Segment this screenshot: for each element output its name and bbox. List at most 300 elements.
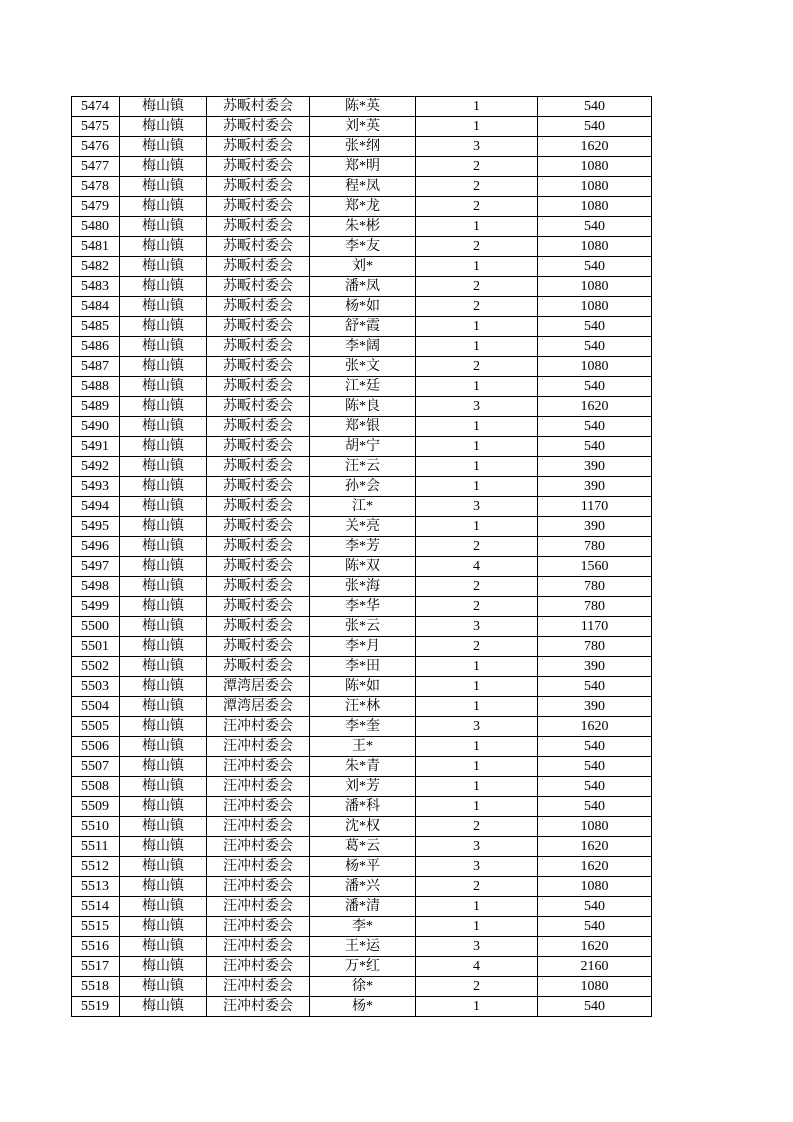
record-number-cell: 5511 [72,837,120,857]
table-row [72,177,652,197]
count-cell: 2 [416,877,538,897]
table-row [72,997,652,1017]
table-row [72,297,652,317]
record-number-cell: 5509 [72,797,120,817]
village-committee-cell: 苏畈村委会 [207,657,310,677]
name-cell: 杨* [310,997,416,1017]
record-number-cell: 5476 [72,137,120,157]
village-committee-cell: 汪冲村委会 [207,877,310,897]
count-cell: 3 [416,497,538,517]
amount-cell: 1080 [538,157,652,177]
table-row [72,217,652,237]
amount-cell: 1620 [538,837,652,857]
town-cell: 梅山镇 [120,617,207,637]
name-cell: 朱*彬 [310,217,416,237]
table-row [72,957,652,977]
count-cell: 1 [416,997,538,1017]
name-cell: 张*文 [310,357,416,377]
count-cell: 1 [416,417,538,437]
village-committee-cell: 苏畈村委会 [207,417,310,437]
amount-cell: 1620 [538,137,652,157]
record-number-cell: 5480 [72,217,120,237]
amount-cell: 540 [538,777,652,797]
amount-cell: 540 [538,117,652,137]
village-committee-cell: 汪冲村委会 [207,957,310,977]
count-cell: 3 [416,857,538,877]
amount-cell: 780 [538,637,652,657]
table-row [72,317,652,337]
town-cell: 梅山镇 [120,297,207,317]
record-number-cell: 5488 [72,377,120,397]
table-row [72,677,652,697]
town-cell: 梅山镇 [120,137,207,157]
amount-cell: 540 [538,677,652,697]
name-cell: 陈*英 [310,97,416,117]
table-row [72,517,652,537]
amount-cell: 540 [538,997,652,1017]
count-cell: 1 [416,517,538,537]
village-committee-cell: 汪冲村委会 [207,837,310,857]
table-row [72,877,652,897]
table-row [72,477,652,497]
name-cell: 李*华 [310,597,416,617]
record-number-cell: 5487 [72,357,120,377]
amount-cell: 1080 [538,817,652,837]
town-cell: 梅山镇 [120,937,207,957]
table-row [72,817,652,837]
amount-cell: 540 [538,417,652,437]
village-committee-cell: 汪冲村委会 [207,757,310,777]
record-number-cell: 5489 [72,397,120,417]
town-cell: 梅山镇 [120,97,207,117]
count-cell: 2 [416,597,538,617]
count-cell: 3 [416,717,538,737]
amount-cell: 1080 [538,277,652,297]
record-number-cell: 5484 [72,297,120,317]
count-cell: 1 [416,897,538,917]
count-cell: 2 [416,197,538,217]
record-number-cell: 5515 [72,917,120,937]
table-row [72,657,652,677]
town-cell: 梅山镇 [120,757,207,777]
record-number-cell: 5513 [72,877,120,897]
amount-cell: 1080 [538,877,652,897]
village-committee-cell: 苏畈村委会 [207,557,310,577]
count-cell: 1 [416,917,538,937]
name-cell: 江* [310,497,416,517]
town-cell: 梅山镇 [120,397,207,417]
count-cell: 1 [416,657,538,677]
count-cell: 1 [416,377,538,397]
count-cell: 2 [416,177,538,197]
count-cell: 3 [416,837,538,857]
count-cell: 2 [416,817,538,837]
village-committee-cell: 苏畈村委会 [207,197,310,217]
amount-cell: 1080 [538,977,652,997]
village-committee-cell: 汪冲村委会 [207,917,310,937]
name-cell: 郑*银 [310,417,416,437]
town-cell: 梅山镇 [120,717,207,737]
record-number-cell: 5510 [72,817,120,837]
record-number-cell: 5491 [72,437,120,457]
record-number-cell: 5504 [72,697,120,717]
table-row [72,597,652,617]
table-row [72,157,652,177]
village-committee-cell: 汪冲村委会 [207,977,310,997]
record-number-cell: 5493 [72,477,120,497]
amount-cell: 1170 [538,497,652,517]
town-cell: 梅山镇 [120,217,207,237]
count-cell: 1 [416,257,538,277]
count-cell: 1 [416,97,538,117]
record-number-cell: 5506 [72,737,120,757]
village-committee-cell: 苏畈村委会 [207,217,310,237]
amount-cell: 1620 [538,937,652,957]
name-cell: 潘*科 [310,797,416,817]
table-row [72,237,652,257]
town-cell: 梅山镇 [120,157,207,177]
town-cell: 梅山镇 [120,357,207,377]
record-number-cell: 5516 [72,937,120,957]
name-cell: 李*芳 [310,537,416,557]
table-row [72,637,652,657]
count-cell: 4 [416,557,538,577]
town-cell: 梅山镇 [120,517,207,537]
amount-cell: 1080 [538,177,652,197]
table-row [72,137,652,157]
count-cell: 2 [416,237,538,257]
table-row [72,717,652,737]
count-cell: 1 [416,757,538,777]
amount-cell: 540 [538,217,652,237]
amount-cell: 540 [538,337,652,357]
name-cell: 张*海 [310,577,416,597]
table-row [72,777,652,797]
record-number-cell: 5481 [72,237,120,257]
name-cell: 王* [310,737,416,757]
town-cell: 梅山镇 [120,977,207,997]
table-row [72,757,652,777]
table-row [72,857,652,877]
amount-cell: 1170 [538,617,652,637]
village-committee-cell: 苏畈村委会 [207,177,310,197]
village-committee-cell: 苏畈村委会 [207,357,310,377]
amount-cell: 1080 [538,197,652,217]
village-committee-cell: 汪冲村委会 [207,817,310,837]
village-committee-cell: 汪冲村委会 [207,937,310,957]
name-cell: 李*友 [310,237,416,257]
town-cell: 梅山镇 [120,737,207,757]
name-cell: 王*运 [310,937,416,957]
table-row [72,197,652,217]
record-number-cell: 5485 [72,317,120,337]
village-committee-cell: 苏畈村委会 [207,297,310,317]
table-row [72,697,652,717]
village-committee-cell: 苏畈村委会 [207,577,310,597]
count-cell: 2 [416,577,538,597]
count-cell: 1 [416,737,538,757]
town-cell: 梅山镇 [120,817,207,837]
record-number-cell: 5486 [72,337,120,357]
amount-cell: 780 [538,597,652,617]
village-committee-cell: 苏畈村委会 [207,617,310,637]
town-cell: 梅山镇 [120,557,207,577]
name-cell: 杨*如 [310,297,416,317]
count-cell: 1 [416,697,538,717]
name-cell: 潘*兴 [310,877,416,897]
town-cell: 梅山镇 [120,897,207,917]
name-cell: 刘* [310,257,416,277]
table-row [72,537,652,557]
table-row [72,397,652,417]
name-cell: 张*纲 [310,137,416,157]
town-cell: 梅山镇 [120,477,207,497]
amount-cell: 540 [538,437,652,457]
amount-cell: 390 [538,657,652,677]
table-row [72,457,652,477]
count-cell: 1 [416,797,538,817]
village-committee-cell: 苏畈村委会 [207,257,310,277]
name-cell: 李*奎 [310,717,416,737]
table-row [72,357,652,377]
record-number-cell: 5474 [72,97,120,117]
count-cell: 1 [416,117,538,137]
record-number-cell: 5492 [72,457,120,477]
village-committee-cell: 苏畈村委会 [207,117,310,137]
town-cell: 梅山镇 [120,377,207,397]
count-cell: 4 [416,957,538,977]
record-number-cell: 5518 [72,977,120,997]
table-row [72,837,652,857]
count-cell: 2 [416,637,538,657]
village-committee-cell: 苏畈村委会 [207,497,310,517]
town-cell: 梅山镇 [120,997,207,1017]
table-body [72,97,652,1017]
amount-cell: 540 [538,797,652,817]
town-cell: 梅山镇 [120,177,207,197]
town-cell: 梅山镇 [120,197,207,217]
village-committee-cell: 苏畈村委会 [207,317,310,337]
name-cell: 陈*如 [310,677,416,697]
amount-cell: 540 [538,317,652,337]
record-number-cell: 5517 [72,957,120,977]
count-cell: 1 [416,337,538,357]
village-committee-cell: 汪冲村委会 [207,997,310,1017]
name-cell: 江*廷 [310,377,416,397]
town-cell: 梅山镇 [120,637,207,657]
amount-cell: 390 [538,457,652,477]
name-cell: 刘*英 [310,117,416,137]
record-number-cell: 5477 [72,157,120,177]
count-cell: 2 [416,277,538,297]
table-row [72,737,652,757]
town-cell: 梅山镇 [120,857,207,877]
name-cell: 舒*霞 [310,317,416,337]
name-cell: 潘*清 [310,897,416,917]
town-cell: 梅山镇 [120,337,207,357]
town-cell: 梅山镇 [120,797,207,817]
name-cell: 郑*龙 [310,197,416,217]
name-cell: 陈*双 [310,557,416,577]
record-number-cell: 5497 [72,557,120,577]
town-cell: 梅山镇 [120,657,207,677]
name-cell: 李*田 [310,657,416,677]
table-row [72,437,652,457]
town-cell: 梅山镇 [120,597,207,617]
record-number-cell: 5508 [72,777,120,797]
amount-cell: 390 [538,517,652,537]
amount-cell: 1620 [538,857,652,877]
name-cell: 汪*云 [310,457,416,477]
record-number-cell: 5512 [72,857,120,877]
town-cell: 梅山镇 [120,677,207,697]
village-committee-cell: 苏畈村委会 [207,237,310,257]
village-committee-cell: 汪冲村委会 [207,857,310,877]
count-cell: 2 [416,157,538,177]
village-committee-cell: 潭湾居委会 [207,697,310,717]
record-number-cell: 5483 [72,277,120,297]
amount-cell: 2160 [538,957,652,977]
village-committee-cell: 苏畈村委会 [207,517,310,537]
amount-cell: 1080 [538,237,652,257]
town-cell: 梅山镇 [120,777,207,797]
count-cell: 3 [416,397,538,417]
table-row [72,277,652,297]
village-committee-cell: 苏畈村委会 [207,277,310,297]
record-number-cell: 5500 [72,617,120,637]
record-number-cell: 5498 [72,577,120,597]
name-cell: 汪*林 [310,697,416,717]
amount-cell: 780 [538,537,652,557]
record-number-cell: 5502 [72,657,120,677]
village-committee-cell: 汪冲村委会 [207,777,310,797]
amount-cell: 540 [538,257,652,277]
town-cell: 梅山镇 [120,457,207,477]
record-number-cell: 5490 [72,417,120,437]
record-number-cell: 5478 [72,177,120,197]
count-cell: 2 [416,357,538,377]
table-row [72,617,652,637]
count-cell: 2 [416,297,538,317]
town-cell: 梅山镇 [120,257,207,277]
table-row [72,917,652,937]
town-cell: 梅山镇 [120,117,207,137]
record-number-cell: 5499 [72,597,120,617]
town-cell: 梅山镇 [120,577,207,597]
amount-cell: 1080 [538,357,652,377]
village-committee-cell: 苏畈村委会 [207,437,310,457]
name-cell: 沈*权 [310,817,416,837]
table-row [72,497,652,517]
town-cell: 梅山镇 [120,877,207,897]
table-row [72,977,652,997]
table-row [72,937,652,957]
count-cell: 1 [416,677,538,697]
table-row [72,897,652,917]
town-cell: 梅山镇 [120,417,207,437]
count-cell: 1 [416,777,538,797]
name-cell: 葛*云 [310,837,416,857]
village-committee-cell: 汪冲村委会 [207,897,310,917]
town-cell: 梅山镇 [120,317,207,337]
village-committee-cell: 汪冲村委会 [207,797,310,817]
record-number-cell: 5519 [72,997,120,1017]
table-row [72,557,652,577]
name-cell: 李* [310,917,416,937]
name-cell: 程*凤 [310,177,416,197]
count-cell: 1 [416,217,538,237]
name-cell: 孙*会 [310,477,416,497]
village-committee-cell: 汪冲村委会 [207,717,310,737]
amount-cell: 540 [538,97,652,117]
count-cell: 3 [416,137,538,157]
amount-cell: 780 [538,577,652,597]
town-cell: 梅山镇 [120,497,207,517]
amount-cell: 1560 [538,557,652,577]
name-cell: 万*红 [310,957,416,977]
town-cell: 梅山镇 [120,837,207,857]
record-number-cell: 5505 [72,717,120,737]
village-committee-cell: 汪冲村委会 [207,737,310,757]
village-committee-cell: 苏畈村委会 [207,337,310,357]
count-cell: 2 [416,977,538,997]
village-committee-cell: 苏畈村委会 [207,637,310,657]
village-committee-cell: 苏畈村委会 [207,457,310,477]
count-cell: 2 [416,537,538,557]
count-cell: 1 [416,437,538,457]
name-cell: 张*云 [310,617,416,637]
table-row [72,117,652,137]
amount-cell: 540 [538,757,652,777]
amount-cell: 540 [538,917,652,937]
table-row [72,377,652,397]
village-committee-cell: 潭湾居委会 [207,677,310,697]
amount-cell: 540 [538,737,652,757]
record-number-cell: 5501 [72,637,120,657]
name-cell: 朱*青 [310,757,416,777]
village-committee-cell: 苏畈村委会 [207,157,310,177]
amount-cell: 540 [538,377,652,397]
town-cell: 梅山镇 [120,277,207,297]
village-committee-cell: 苏畈村委会 [207,597,310,617]
record-number-cell: 5482 [72,257,120,277]
village-committee-cell: 苏畈村委会 [207,137,310,157]
town-cell: 梅山镇 [120,697,207,717]
town-cell: 梅山镇 [120,237,207,257]
record-number-cell: 5507 [72,757,120,777]
count-cell: 3 [416,937,538,957]
amount-cell: 1620 [538,717,652,737]
table-row [72,577,652,597]
count-cell: 1 [416,477,538,497]
amount-cell: 1080 [538,297,652,317]
table-row [72,417,652,437]
table-row [72,257,652,277]
village-committee-cell: 苏畈村委会 [207,397,310,417]
name-cell: 陈*良 [310,397,416,417]
village-committee-cell: 苏畈村委会 [207,537,310,557]
village-committee-cell: 苏畈村委会 [207,477,310,497]
name-cell: 刘*芳 [310,777,416,797]
name-cell: 胡*宁 [310,437,416,457]
count-cell: 3 [416,617,538,637]
amount-cell: 390 [538,477,652,497]
name-cell: 徐* [310,977,416,997]
town-cell: 梅山镇 [120,957,207,977]
name-cell: 潘*凤 [310,277,416,297]
record-number-cell: 5494 [72,497,120,517]
name-cell: 李*月 [310,637,416,657]
